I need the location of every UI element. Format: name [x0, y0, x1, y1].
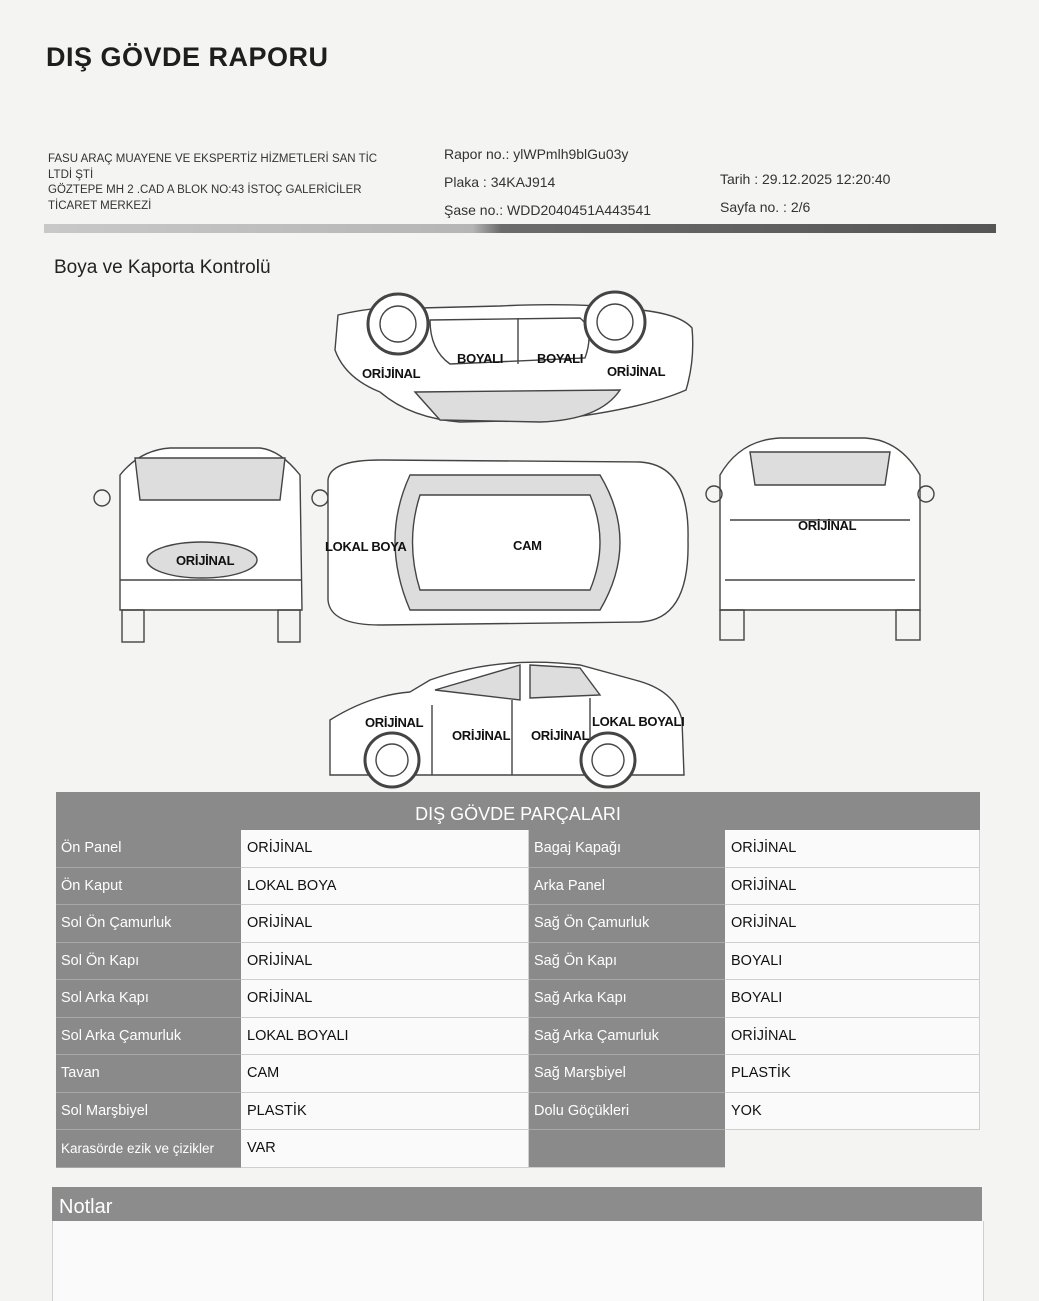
part-name: Sağ Arka Kapı — [529, 980, 725, 1018]
part-name: Sağ Marşbiyel — [529, 1055, 725, 1093]
diagram-label-bottom-rear: LOKAL BOYALI — [592, 714, 685, 729]
part-status: BOYALI — [725, 943, 980, 981]
part-name: Ön Panel — [56, 830, 241, 868]
company-line: FASU ARAÇ MUAYENE VE EKSPERTİZ HİZMETLERİ SAN TİC — [48, 153, 378, 165]
table-title: DIŞ GÖVDE PARÇALARI — [56, 792, 980, 830]
part-name: Sağ Ön Çamurluk — [529, 905, 725, 943]
notes-header: Notlar — [52, 1187, 982, 1221]
diagram-label-bottom-door-2: ORİJİNAL — [531, 728, 590, 743]
diagram-label-top-front: ORİJİNAL — [362, 366, 421, 381]
empty-cell — [725, 1130, 980, 1168]
page-title: DIŞ GÖVDE RAPORU — [46, 42, 329, 72]
notes-area — [52, 1221, 984, 1301]
table-rows — [56, 830, 980, 1168]
diagram-label-roof: CAM — [513, 538, 542, 553]
top-side-view — [335, 292, 693, 422]
part-status: BOYALI — [725, 980, 980, 1018]
section-title: Boya ve Kaporta Kontrolü — [54, 257, 271, 278]
diagram-label-top-rear: ORİJİNAL — [607, 364, 666, 379]
report-number: Rapor no.: ylWPmlh9blGu03y — [444, 146, 629, 162]
part-status: YOK — [725, 1093, 980, 1131]
empty-cell — [529, 1130, 725, 1168]
part-name: Ön Kaput — [56, 868, 241, 906]
company-line: GÖZTEPE MH 2 .CAD A BLOK NO:43 İSTOÇ GALERİCİLER — [48, 184, 362, 196]
part-name: Sol Arka Kapı — [56, 980, 241, 1018]
diagram-label-front: ORİJİNAL — [176, 553, 235, 568]
part-status: ORİJİNAL — [241, 905, 529, 943]
part-name: Arka Panel — [529, 868, 725, 906]
part-name: Bagaj Kapağı — [529, 830, 725, 868]
part-name: Tavan — [56, 1055, 241, 1093]
part-status: PLASTİK — [241, 1093, 529, 1131]
part-status: LOKAL BOYALI — [241, 1018, 529, 1056]
part-status: ORİJİNAL — [725, 830, 980, 868]
part-name: Karasörde ezik ve çizikler — [56, 1130, 241, 1168]
part-name: Sol Arka Çamurluk — [56, 1018, 241, 1056]
front-view — [94, 448, 328, 642]
chassis-number: Şase no.: WDD2040451A443541 — [444, 202, 652, 218]
company-line: LTDİ ŞTİ — [48, 168, 94, 181]
part-status: ORİJİNAL — [241, 980, 529, 1018]
diagram-label-hood: LOKAL BOYA — [325, 539, 407, 554]
body-parts-table — [56, 792, 980, 1168]
diagram-label-rear: ORİJİNAL — [798, 518, 857, 533]
diagram-label-top-door-1: BOYALI — [457, 351, 504, 366]
car-body-diagram — [80, 280, 960, 800]
part-name: Sol Marşbiyel — [56, 1093, 241, 1131]
part-status: PLASTİK — [725, 1055, 980, 1093]
part-name: Sağ Ön Kapı — [529, 943, 725, 981]
rear-view — [706, 438, 934, 640]
part-name: Sol Ön Çamurluk — [56, 905, 241, 943]
part-status: CAM — [241, 1055, 529, 1093]
part-status: LOKAL BOYA — [241, 868, 529, 906]
part-status: ORİJİNAL — [725, 868, 980, 906]
plate-number: Plaka : 34KAJ914 — [444, 174, 556, 190]
part-name: Sol Ön Kapı — [56, 943, 241, 981]
header-divider — [44, 224, 996, 233]
part-status: VAR — [241, 1130, 529, 1168]
part-status: ORİJİNAL — [241, 830, 529, 868]
part-status: ORİJİNAL — [725, 1018, 980, 1056]
part-name: Dolu Göçükleri — [529, 1093, 725, 1131]
diagram-label-bottom-door-1: ORİJİNAL — [452, 728, 511, 743]
report-meta-left — [444, 140, 651, 224]
part-name: Sağ Arka Çamurluk — [529, 1018, 725, 1056]
part-status: ORİJİNAL — [241, 943, 529, 981]
diagram-label-top-door-2: BOYALI — [537, 351, 584, 366]
report-meta-right — [720, 165, 890, 221]
diagram-label-bottom-front: ORİJİNAL — [365, 715, 424, 730]
part-status: ORİJİNAL — [725, 905, 980, 943]
company-info — [48, 152, 398, 214]
report-date: Tarih : 29.12.2025 12:20:40 — [720, 171, 891, 187]
page-number: Sayfa no. : 2/6 — [720, 199, 811, 215]
company-line: TİCARET MERKEZİ — [48, 199, 152, 212]
